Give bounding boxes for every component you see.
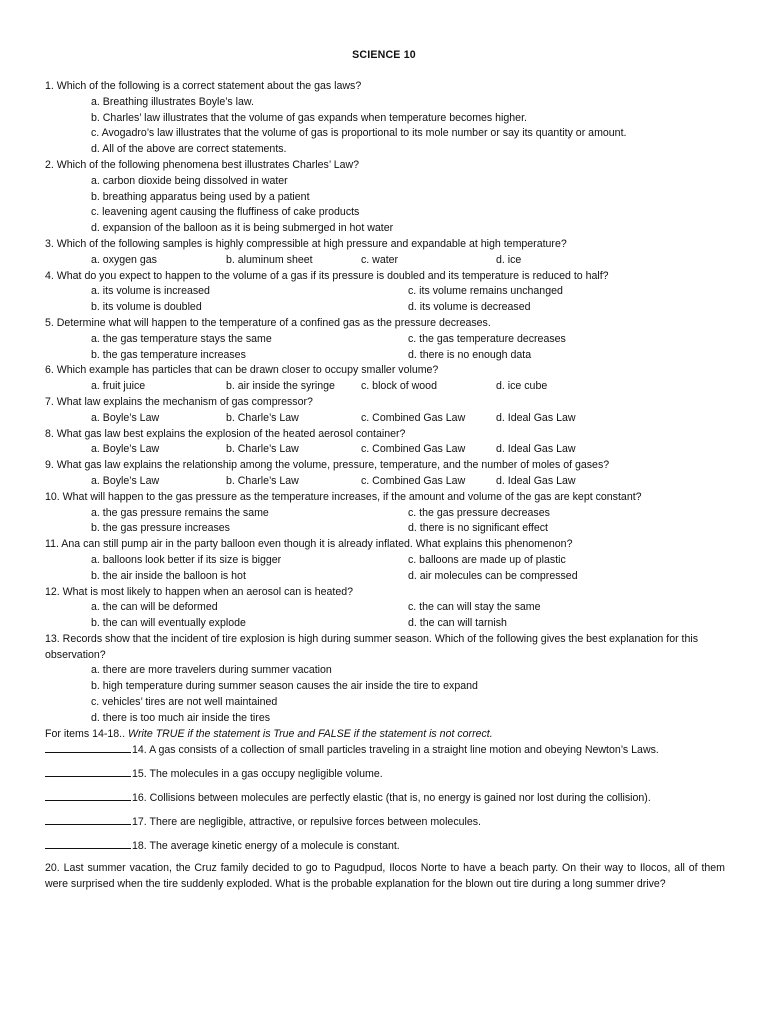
option-a: a. the gas pressure remains the same	[91, 506, 269, 519]
option-b: b. the can will eventually explode	[91, 617, 246, 630]
option-b: b. the gas temperature increases	[91, 348, 246, 361]
option-a: a. oxygen gas	[91, 253, 157, 266]
options-row	[45, 300, 725, 316]
option-c: c. leavening agent causing the fluffiness of cake products	[91, 206, 360, 219]
option-d: d. ice cube	[496, 380, 548, 393]
option-a: a. the can will be deformed	[91, 601, 218, 614]
option-d: d. Ideal Gas Law	[496, 474, 576, 487]
option-b: b. aluminum sheet	[226, 253, 313, 266]
option-d: d. there is no enough data	[408, 348, 532, 361]
option-c: c. block of wood	[361, 380, 437, 393]
options-row	[45, 284, 725, 300]
options-row	[45, 442, 725, 458]
option-b: b. air inside the syringe	[226, 380, 335, 393]
instructions-italic: Write TRUE if the statement is True and FALSE if the statement is not correct.	[128, 727, 493, 740]
options-row	[45, 332, 725, 348]
options-row	[45, 521, 725, 537]
options-row	[45, 379, 725, 395]
question-13	[45, 632, 725, 727]
answer-blank[interactable]	[45, 814, 131, 825]
question-stem: 10. What will happen to the gas pressure as the temperature increases, if the amount and volume of the gas are kept constant?	[45, 490, 642, 503]
option-c: c. Combined Gas Law	[361, 411, 466, 424]
option-b: b. the air inside the balloon is hot	[91, 569, 246, 582]
question-stem: 13. Records show that the incident of tire explosion is high during summer season. Which of the following gives the best explanation for this observation?	[45, 632, 699, 661]
tf-item-17	[45, 814, 725, 831]
option-b: b. high temperature during summer season causes the air inside the tire to expand	[91, 680, 478, 693]
tf-item-16	[45, 790, 725, 807]
tf-statement: 16. Collisions between molecules are perfectly elastic (that is, no energy is gained nor lost during the collision).	[132, 792, 651, 805]
question-stem: 8. What gas law best explains the explosion of the heated aerosol container?	[45, 427, 406, 440]
instructions-lead: For items 14-18..	[45, 727, 126, 740]
options-row	[45, 600, 725, 616]
tf-statement: 17. There are negligible, attractive, or repulsive forces between molecules.	[132, 815, 481, 828]
question-7	[45, 395, 725, 427]
option-a: a. its volume is increased	[91, 285, 210, 298]
option-a: a. fruit juice	[91, 380, 146, 393]
tf-item-14	[45, 742, 725, 759]
question-11	[45, 537, 725, 584]
page-title: SCIENCE 10	[352, 49, 416, 61]
tf-statement: 15. The molecules in a gas occupy negligible volume.	[132, 768, 383, 781]
option-b: b. breathing apparatus being used by a patient	[91, 190, 310, 203]
question-6	[45, 363, 725, 395]
tf-statement: 18. The average kinetic energy of a molecule is constant.	[132, 839, 400, 852]
option-c: c. the gas temperature decreases	[408, 332, 566, 345]
option-b: b. Charle’s Law	[226, 443, 299, 456]
question-4	[45, 269, 725, 316]
question-stem: 3. Which of the following samples is highly compressible at high pressure and expandable at high temperature?	[45, 237, 567, 250]
tf-item-18	[45, 838, 725, 855]
answer-blank[interactable]	[45, 790, 131, 801]
option-b: b. Charle’s Law	[226, 411, 299, 424]
options-row	[45, 506, 725, 522]
option-c: c. balloons are made up of plastic	[408, 553, 566, 566]
answer-blank[interactable]	[45, 838, 131, 849]
options-row	[45, 569, 725, 585]
question-10	[45, 490, 725, 537]
option-c: c. the can will stay the same	[408, 601, 541, 614]
options-row	[45, 253, 725, 269]
option-c: c. Avogadro’s law illustrates that the volume of gas is proportional to its mole number or say its quantity or amount.	[91, 127, 627, 140]
question-stem: 7. What law explains the mechanism of gas compressor?	[45, 395, 313, 408]
option-a: a. Boyle’s Law	[91, 443, 160, 456]
question-stem: 1. Which of the following is a correct statement about the gas laws?	[45, 80, 362, 92]
question-stem: 11. Ana can still pump air in the party balloon even though it is already inflated. What explains this phenomenon?	[45, 538, 573, 551]
option-d: d. Ideal Gas Law	[496, 443, 576, 456]
option-a: a. there are more travelers during summer vacation	[91, 664, 332, 677]
option-a: a. Boyle’s Law	[91, 411, 160, 424]
tf-statement: 14. A gas consists of a collection of small particles traveling in a straight line motion and obeying Newton’s Laws.	[132, 744, 659, 757]
option-d: d. ice	[496, 253, 522, 266]
option-d: d. Ideal Gas Law	[496, 411, 576, 424]
options-row	[45, 616, 725, 632]
option-b: b. the gas pressure increases	[91, 522, 230, 535]
question-3	[45, 237, 725, 269]
option-c: c. vehicles’ tires are not well maintained	[91, 696, 278, 709]
option-d: d. expansion of the balloon as it is being submerged in hot water	[91, 222, 394, 235]
question-2	[45, 158, 725, 237]
question-stem: 9. What gas law explains the relationship among the volume, pressure, temperature, and the number of moles of gases?	[45, 459, 610, 472]
option-a: a. Boyle’s Law	[91, 474, 160, 487]
options-row	[45, 348, 725, 364]
option-d: d. air molecules can be compressed	[408, 569, 578, 582]
option-d: d. the can will tarnish	[408, 617, 507, 630]
option-c: c. Combined Gas Law	[361, 443, 466, 456]
option-a: a. carbon dioxide being dissolved in water	[91, 174, 288, 187]
option-d: d. there is no significant effect	[408, 522, 548, 535]
answer-blank[interactable]	[45, 742, 131, 753]
option-b: b. its volume is doubled	[91, 301, 202, 314]
option-a: a. Breathing illustrates Boyle’s law.	[91, 95, 254, 108]
option-d: d. its volume is decreased	[408, 301, 531, 314]
option-c: c. Combined Gas Law	[361, 474, 466, 487]
option-b: b. Charles’ law illustrates that the volume of gas expands when temperature becomes higher.	[91, 111, 527, 124]
option-c: c. the gas pressure decreases	[408, 506, 550, 519]
options-row	[45, 411, 725, 427]
option-b: b. Charle’s Law	[226, 474, 299, 487]
tf-item-15	[45, 766, 725, 783]
question-list	[45, 79, 725, 893]
question-stem: 2. Which of the following phenomena best illustrates Charles’ Law?	[45, 158, 360, 171]
option-c: c. its volume remains unchanged	[408, 285, 563, 298]
question-stem: 6. Which example has particles that can be drawn closer to occupy smaller volume?	[45, 364, 439, 377]
option-a: a. balloons look better if its size is bigger	[91, 553, 282, 566]
question-8	[45, 427, 725, 459]
question-5	[45, 316, 725, 363]
answer-blank[interactable]	[45, 766, 131, 777]
option-a: a. the gas temperature stays the same	[91, 332, 272, 345]
question-20: 20. Last summer vacation, the Cruz family decided to go to Pagudpud, Ilocos Norte to have a beach party. On their way to Ilocos, all of them were surprised when the tire suddenly exploded. What is the probable explanation for the blown out tire during a long summer drive?	[45, 862, 725, 891]
question-stem: 12. What is most likely to happen when an aerosol can is heated?	[45, 585, 353, 598]
options-row	[45, 474, 725, 490]
question-stem: 5. Determine what will happen to the temperature of a confined gas as the pressure decreases.	[45, 316, 491, 329]
question-9	[45, 458, 725, 490]
question-12	[45, 585, 725, 632]
true-false-instructions	[45, 727, 725, 743]
option-d: d. All of the above are correct statements.	[91, 143, 287, 156]
options-row	[45, 553, 725, 569]
option-d: d. there is too much air inside the tires	[91, 711, 271, 724]
question-stem: 4. What do you expect to happen to the volume of a gas if its pressure is doubled and its temperature is reduced to half?	[45, 269, 609, 282]
option-c: c. water	[361, 253, 399, 266]
question-1	[45, 79, 725, 158]
